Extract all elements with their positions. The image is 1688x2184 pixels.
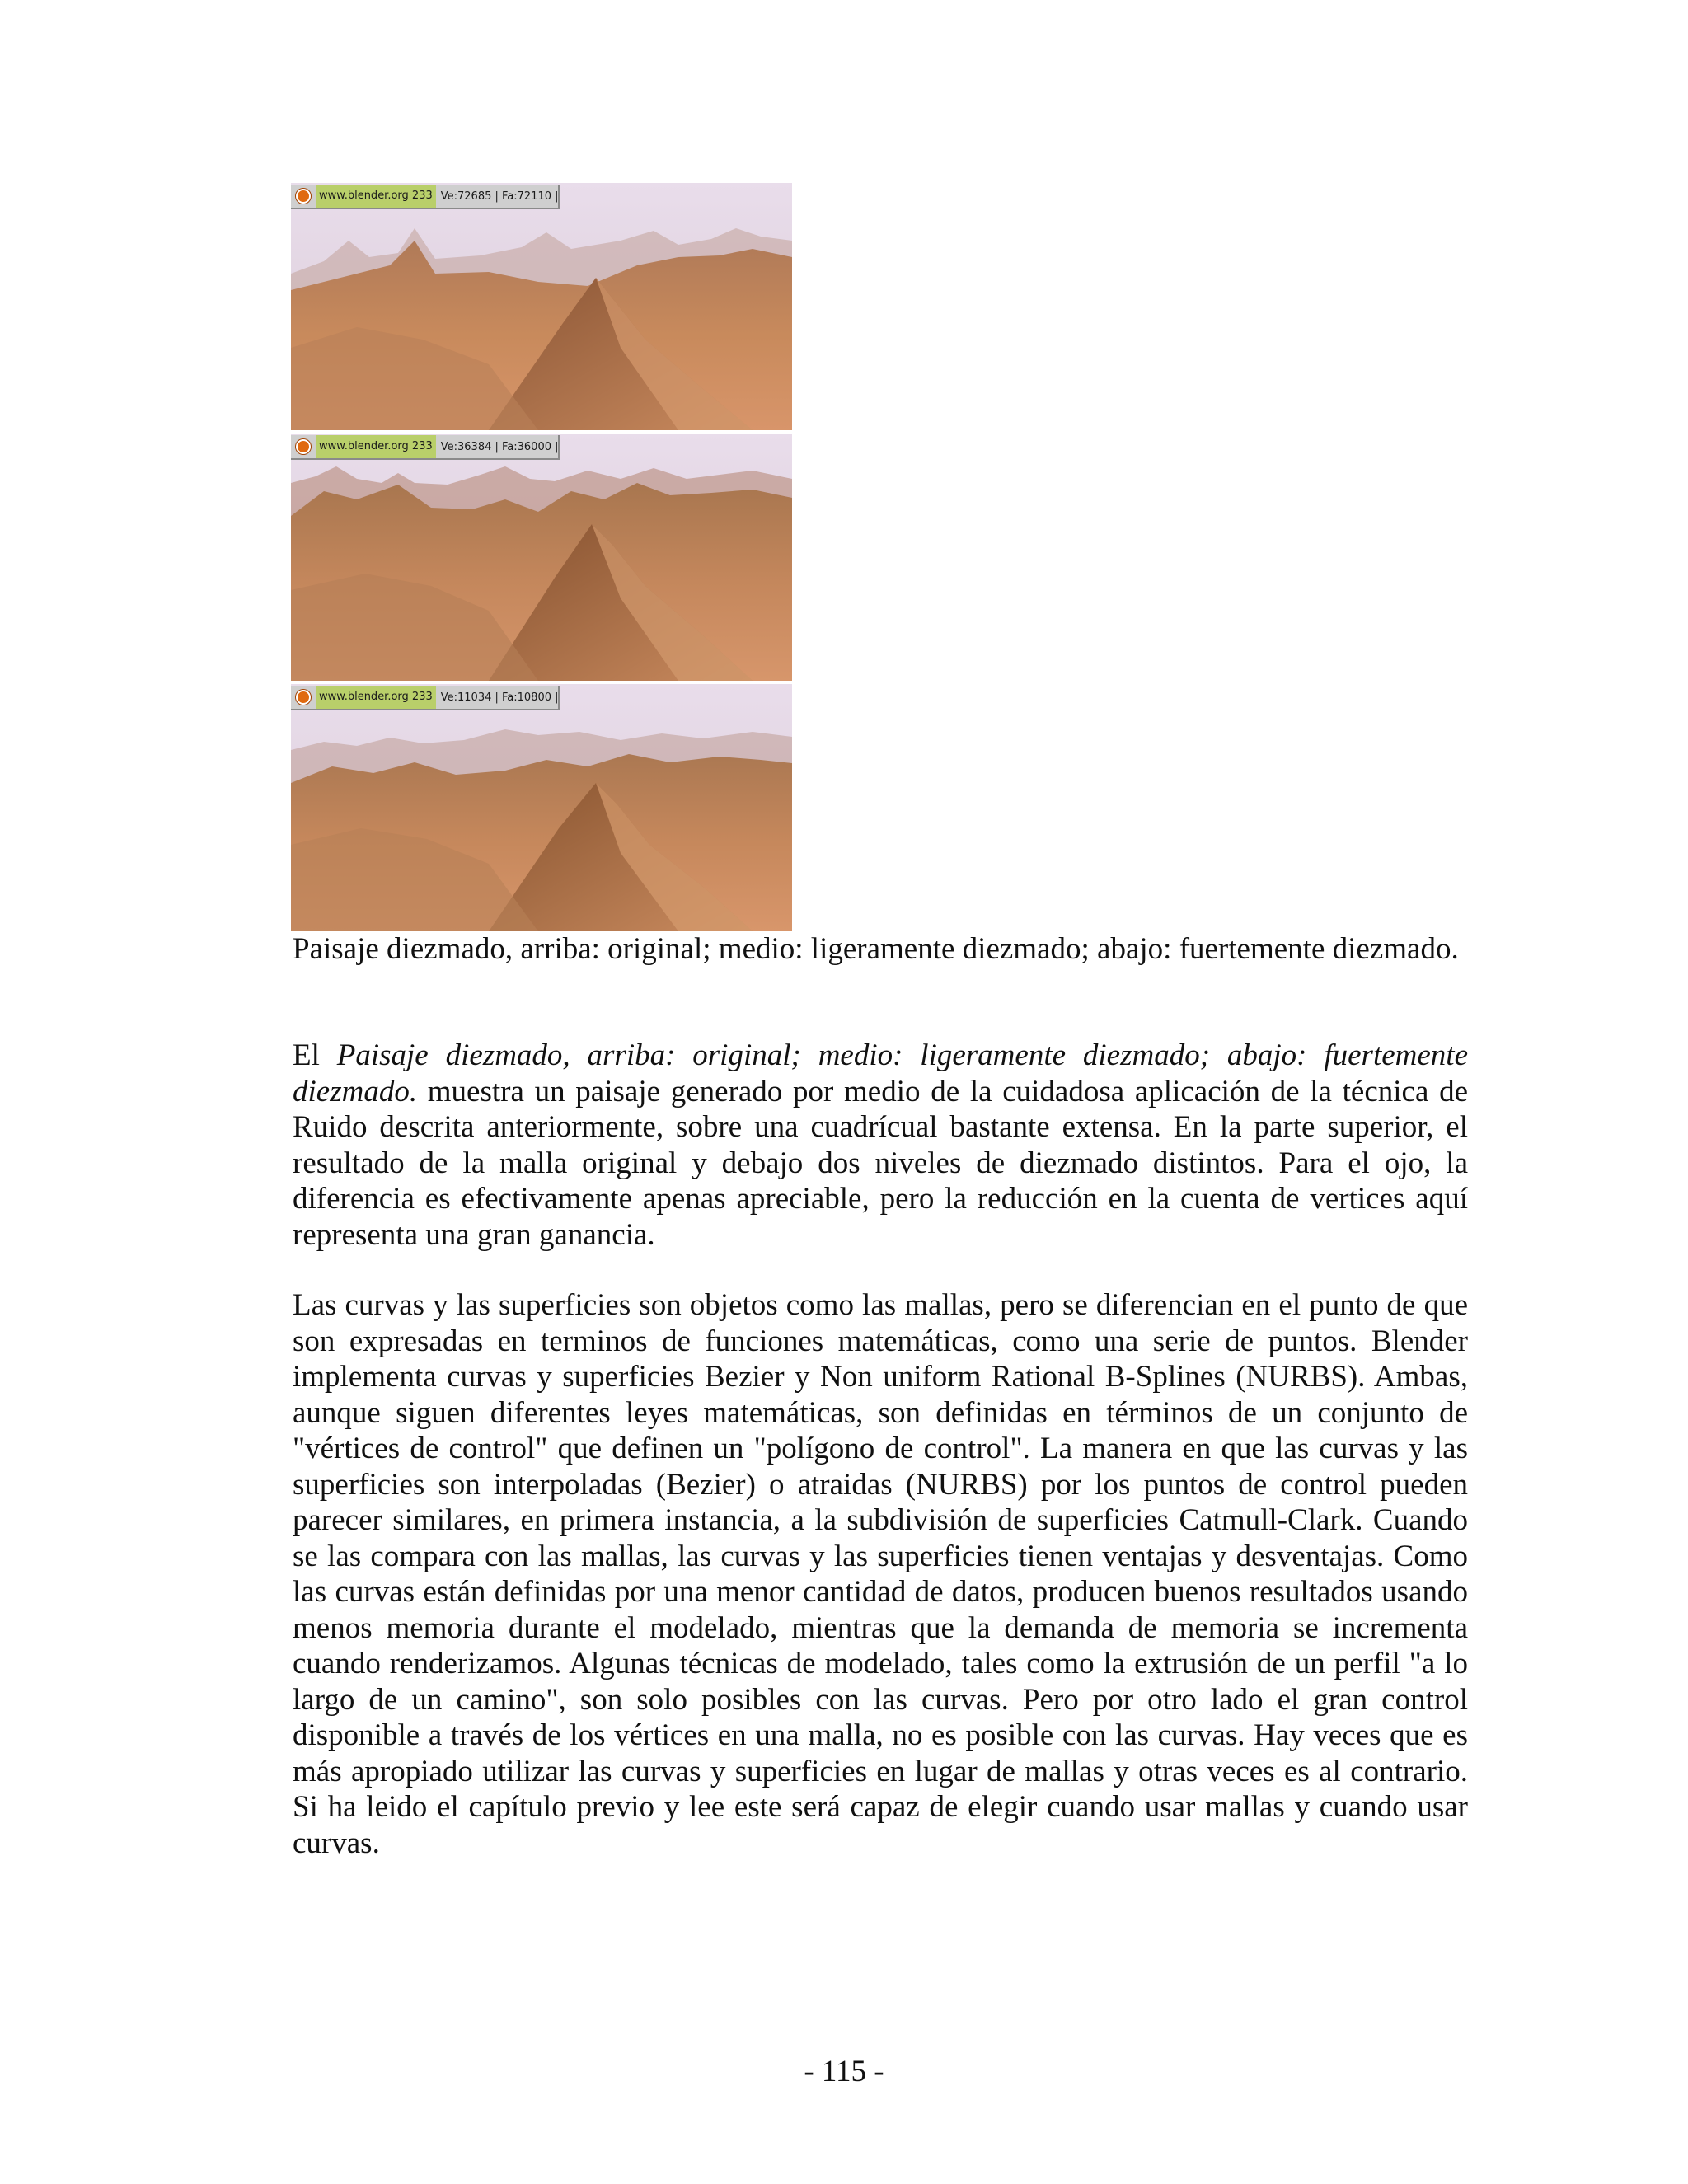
render-info-bar xyxy=(291,686,560,710)
figure-reference: Paisaje diezmado, arriba: original; medio: ligeramente diezmado; abajo: fuertemente diezmado. xyxy=(293,1038,1468,1108)
landscape-render-heavily-decimated xyxy=(291,684,792,931)
landscape-image xyxy=(291,684,792,931)
blender-logo-icon xyxy=(296,690,311,705)
landscape-image xyxy=(291,183,792,430)
mesh-stats: Ve:72685 | Fa:72110 | xyxy=(440,190,559,203)
paragraph-body: muestra un paisaje generado por medio de la cuidadosa aplicación de la técnica de Ruido descrita anteriormente, sobre una cuadrícual bastante extensa. En la parte superior, el resultado de la malla original y debajo dos niveles de diezmado distintos. Para el ojo, la diferencia es efectivamente apenas apreciable, pero la reducción en la cuenta de vertices aquí representa una gran ganancia. xyxy=(293,1074,1468,1252)
mesh-stats: Ve:11034 | Fa:10800 | xyxy=(440,691,559,704)
site-label: www.blender.org 233 xyxy=(316,686,436,709)
page-number: - 115 - xyxy=(804,2055,884,2088)
render-info-bar xyxy=(291,435,560,460)
blender-logo-icon xyxy=(296,189,311,204)
site-label: www.blender.org 233 xyxy=(316,185,436,208)
render-info-bar xyxy=(291,185,560,209)
landscape-render-slightly-decimated xyxy=(291,434,792,681)
mesh-stats: Ve:36384 | Fa:36000 | xyxy=(440,440,559,453)
landscape-render-original xyxy=(291,183,792,430)
landscape-figure xyxy=(291,183,792,931)
paragraph-lead: El xyxy=(293,1038,337,1072)
paragraph xyxy=(293,1038,1468,1253)
landscape-image xyxy=(291,434,792,681)
blender-logo-icon xyxy=(296,439,311,454)
paragraph: Las curvas y las superficies son objetos como las mallas, pero se diferencian en el punto de que son expresadas en terminos de funciones matemáticas, como una serie de puntos. Blender implementa curvas y superficies Bezier y Non uniform Rational B-Splines (NURBS). Ambas, aunque siguen diferentes leyes matemáticas, son definidas en términos de un conjunto de "vértices de control" que definen un "polígono de control". La manera en que las curvas y las superficies son interpoladas (Bezier) o atraidas (NURBS) por los puntos de control pueden parecer similares, en primera instancia, a la subdivisión de superficies Catmull-Clark. Cuando se las compara con las mallas, las curvas y las superficies tienen ventajas y desventajas. Como las curvas están definidas por una menor cantidad de datos, producen buenos resultados usando menos memoria durante el modelado, mientras que la demanda de memoria se incrementa cuando renderizamos. Algunas técnicas de modelado, tales como la extrusión de un perfil "a lo largo de un camino", son solo posibles con las curvas. Pero por otro lado el gran control disponible a través de los vértices en una malla, no es posible con las curvas. Hay veces que es más apropiado utilizar las curvas y superficies en lugar de mallas y otras veces es al contrario. Si ha leido el capítulo previo y lee este será capaz de elegir cuando usar mallas y cuando usar curvas. xyxy=(293,1288,1468,1860)
figure-caption: Paisaje diezmado, arriba: original; medio: ligeramente diezmado; abajo: fuertemente diezmado. xyxy=(293,932,1459,966)
site-label: www.blender.org 233 xyxy=(316,435,436,458)
